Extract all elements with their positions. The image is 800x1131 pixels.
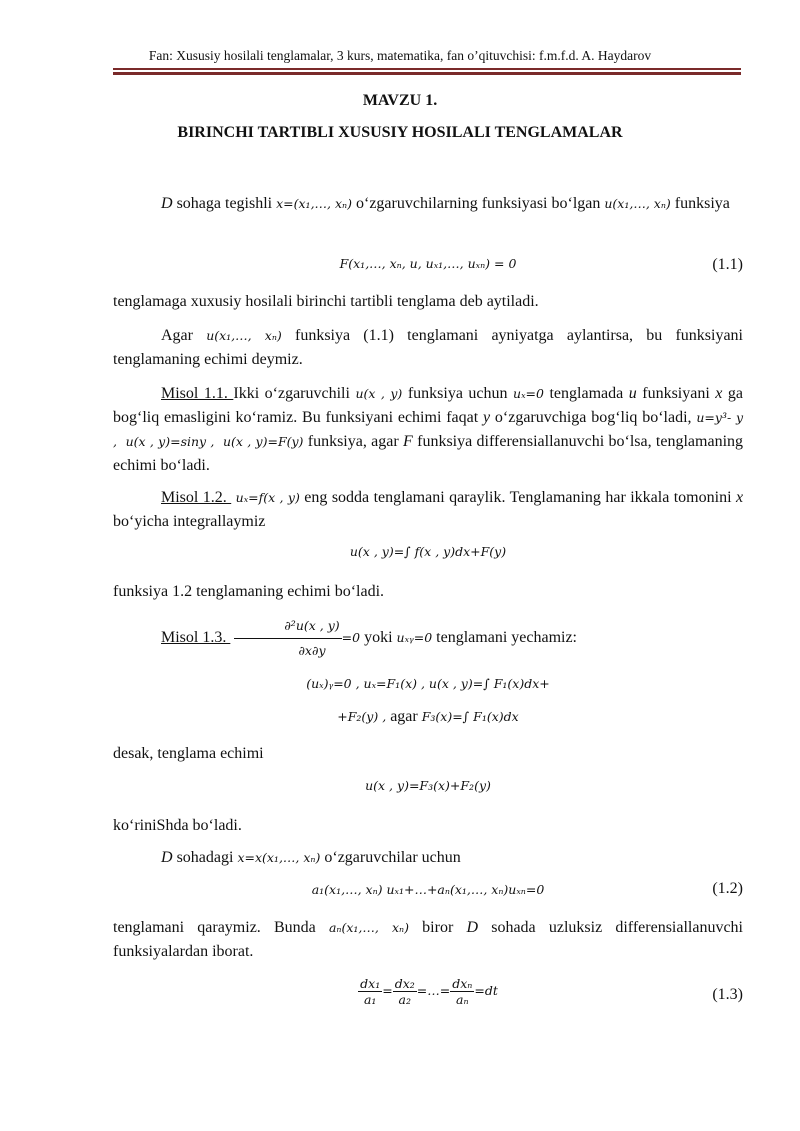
- fraction-dx1-a1: $\frac{\text{dx₁}}{\text{a₁}}$: [360, 976, 381, 1007]
- equation-1-2: a₁(x₁,…, xₙ) uₓ₁+…+aₙ(x₁,…, xₙ)uₓₙ=0: [311, 882, 545, 897]
- math-x-vector: x=(x₁,…, xₙ): [276, 196, 352, 211]
- example-label: Misol 1.2.: [161, 489, 232, 506]
- equation-integral: u(x , y)=∫ f(x , y)dx+F(y): [349, 544, 507, 559]
- paragraph-equation-name: tenglamaga xuxusiy hosilali birinchi tartibli tenglama deb aytiladi.: [113, 293, 539, 310]
- equation-number-1-2: (1.2): [712, 880, 743, 897]
- example-label: Misol 1.3.: [161, 629, 231, 647]
- section-title: BIRINCHI TARTIBLI XUSUSIY HOSILALI TENGLAMALAR: [177, 124, 623, 141]
- paragraph-variables: D sohadagi x=x(x₁,…, xₙ) o‘zgaruvchilar uchun: [161, 849, 461, 866]
- topic-heading: MAVZU 1.: [362, 92, 438, 109]
- example-1-1: Misol 1.1. Ikki o‘zgaruvchili u(x , y) funksiya uchun uₓ=0 tenglamada u funksiyani x ga bog‘liq emasligini ko‘ramiz. Bu funksiyani echimi faqat y o‘zgaruvchiga bog‘liq bo‘ladi, u=y³- y , u(x , y)=siny , u(x , y)=F(y) funksiya, agar F funksiya differensiallanuvchi bo‘lsa, tenglamaning echimi bo‘ladi.: [113, 385, 744, 474]
- math-u-function: u(x₁,…, xₙ): [604, 196, 671, 211]
- example-1-2: Misol 1.2. uₓ=f(x , y) eng sodda tenglamani qaraylik. Tenglamaning har ikkala tomonini x bo‘yicha integrallaymiz: [113, 489, 744, 530]
- paragraph-desak: desak, tenglama echimi: [113, 745, 264, 762]
- example-1-3: Misol 1.3. $\frac{\text{∂²u(x , y)}}{\partial x\partial y}$ =0 yoki uₓᵧ=0 tenglamani yechamiz:: [113, 614, 743, 663]
- paragraph-solution-def: Agar u(x₁,…, xₙ) funksiya (1.1) tenglamani ayniyatga aylantirsa, bu funksiyani tenglamaning echimi deymiz.: [113, 327, 743, 368]
- fraction-mixed-derivative: $\frac{\text{∂²u(x , y)}}{\partial x\partial y}$: [234, 614, 341, 663]
- header-rule-thin: [113, 68, 741, 70]
- paragraph-form: ko‘riniShda bo‘ladi.: [113, 817, 242, 834]
- equation-1-3: $\frac{\text{dx₁}}{\text{a₁}}$ = $\frac{\text{dx₂}}{\text{a₂}}$ =…= $\frac{\text{dxₙ}}{\text{aₙ}}$ =dt: [360, 976, 498, 1007]
- fraction-dx2-a2: $\frac{\text{dx₂}}{\text{a₂}}$: [394, 976, 415, 1007]
- paragraph-definition: D sohaga tegishli x=(x₁,…, xₙ) o‘zgaruvchilarning funksiyasi bo‘lgan u(x₁,…, xₙ) funksiya: [161, 195, 730, 212]
- equation-solution: u(x , y)=F₃(x)+F₂(y): [365, 778, 491, 793]
- example-label: Misol 1.1.: [161, 385, 234, 402]
- page-header: Fan: Xususiy hosilali tenglamalar, 3 kurs, matematika, fan o’qituvchisi: f.m.f.d. A. Haydarov: [148, 48, 652, 63]
- equation-number-1-3: (1.3): [712, 986, 743, 1003]
- paragraph-coefficients: tenglamani qaraymiz. Bunda aₙ(x₁,…, xₙ) biror D sohada uzluksiz differensiallanuvchi funksiyalardan iborat.: [113, 919, 744, 960]
- fraction-dxn-an: $\frac{\text{dxₙ}}{\text{aₙ}}$: [452, 976, 473, 1007]
- equation-number-1-1: (1.1): [712, 256, 743, 273]
- equation-1-1: F(x₁,…, xₙ, u, uₓ₁,…, uₓₙ) = 0: [339, 256, 517, 271]
- paragraph-solution-1-2: funksiya 1.2 tenglamaning echimi bo‘ladi.: [113, 583, 385, 600]
- equation-system-line2: +F₂(y) , agar F₃(x)=∫ F₁(x)dx: [337, 708, 519, 725]
- domain-symbol: D: [161, 195, 173, 212]
- header-rule-thick: [113, 72, 741, 75]
- equation-system-line1: (uₓ)ᵧ=0 , uₓ=F₁(x) , u(x , y)=∫ F₁(x)dx+: [306, 676, 550, 691]
